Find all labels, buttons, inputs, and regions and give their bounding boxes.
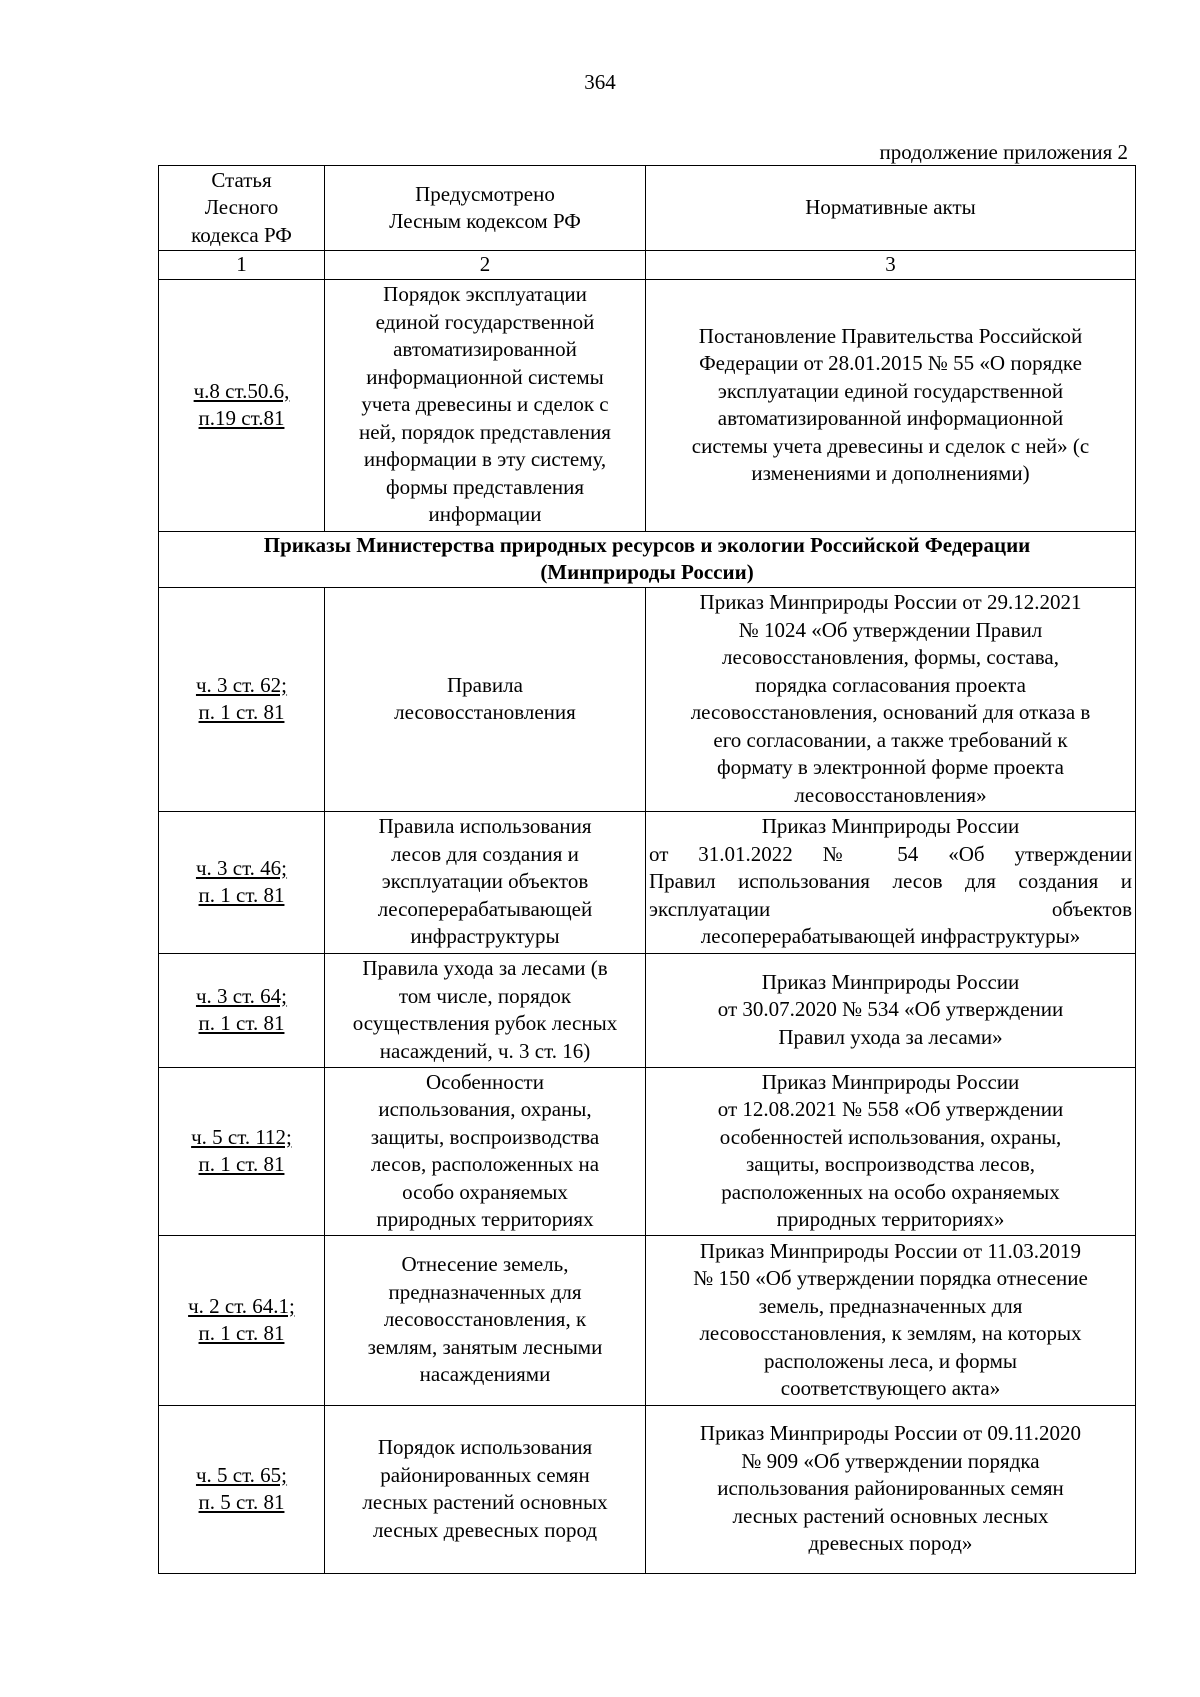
article-line: п. 1 ст. 81 (198, 1321, 285, 1345)
provision-line: информационной системы (366, 364, 604, 389)
column-number: 2 (325, 251, 646, 280)
act-line: лесовосстановления, формы, состава, (722, 645, 1059, 669)
provision-line: ней, порядок представления (359, 419, 611, 444)
act-line: № 1024 «Об утверждении Правил (738, 617, 1043, 642)
act-line: от 12.08.2021 № 558 «Об утверждении (717, 1097, 1064, 1121)
act-line: Приказ Минприроды России (761, 814, 1020, 839)
act-line: древесных пород» (808, 1531, 973, 1556)
provision-line: особо охраняемых (402, 1179, 568, 1204)
header-article (159, 166, 325, 251)
act-line: использования районированных семян (717, 1476, 1064, 1501)
act-line: расположенных на особо охраняемых (721, 1179, 1060, 1204)
act-line: Правил использования лесов для создания и (649, 869, 1132, 894)
act-line: эксплуатации единой государственной (717, 378, 1064, 403)
acts-table (158, 165, 1136, 1574)
section-header-row (159, 531, 1136, 587)
act-cell (646, 279, 1136, 531)
act-line: земель, предназначенных для (758, 1293, 1023, 1318)
provision-line: Особенности (426, 1069, 544, 1094)
provision-line: формы представления (385, 474, 585, 499)
provision-line: единой государственной (375, 309, 595, 334)
act-line: лесовосстановления, к землям, на которых (699, 1321, 1082, 1345)
provision-cell (325, 587, 646, 811)
act-line: Приказ Минприроды России от 09.11.2020 (699, 1421, 1082, 1446)
act-line: автоматизированной информационной (717, 406, 1064, 430)
header-acts (646, 166, 1136, 251)
act-line: лесовосстановления» (794, 782, 987, 807)
act-line: Постановление Правительства Российской (698, 323, 1083, 348)
provision-line: насаждениями (419, 1362, 551, 1387)
article-cell (159, 587, 325, 811)
article-line: п. 1 ст. 81 (198, 1152, 285, 1176)
act-line: Приказ Минприроды России (761, 969, 1020, 994)
column-number: 3 (646, 251, 1136, 280)
act-line: изменениями и дополнениями) (751, 461, 1030, 485)
act-line: расположены леса, и формы (763, 1348, 1018, 1373)
act-line: лесовосстановления, оснований для отказа в (690, 700, 1091, 724)
section-title-line: Приказы Министерства природных ресурсов и экологии Российской Федерации (263, 532, 1031, 557)
provision-cell (325, 811, 646, 953)
provision-line: лесоперерабатывающей (377, 896, 593, 921)
provision-line: лесных древесных пород (372, 1517, 598, 1542)
provision-line: лесовосстановления (394, 700, 576, 724)
header-line: Статья (211, 167, 272, 192)
article-line: п. 1 ст. 81 (198, 883, 285, 907)
provision-line: лесовосстановления, к (383, 1307, 587, 1332)
continuation-note: продолжение приложения 2 (879, 140, 1128, 164)
act-cell (646, 811, 1136, 953)
article-line: ч. 3 ст. 46; (195, 855, 288, 880)
provision-line: информации (428, 502, 542, 527)
table-row (159, 587, 1136, 811)
act-cell (646, 953, 1136, 1067)
table-row (159, 1235, 1136, 1405)
provision-line: Порядок использования (377, 1435, 593, 1459)
provision-line: природных территориях (376, 1207, 594, 1231)
article-cell (159, 1235, 325, 1405)
page-number: 364 (584, 70, 616, 94)
header-line: Предусмотрено (415, 181, 555, 206)
act-line: Приказ Минприроды России (761, 1069, 1020, 1094)
provision-cell (325, 1235, 646, 1405)
article-cell (159, 1067, 325, 1235)
act-line: эксплуатации объектов (649, 896, 1132, 921)
provision-line: районированных семян (380, 1462, 590, 1487)
act-line: Приказ Минприроды России от 11.03.2019 (699, 1238, 1082, 1263)
article-line: ч.8 ст.50.6, (193, 378, 290, 403)
act-line: лесоперерабатывающей инфраструктуры» (700, 924, 1081, 949)
provision-line: информации в эту систему, (363, 447, 607, 472)
act-line: порядка согласования проекта (755, 672, 1026, 697)
article-cell (159, 811, 325, 953)
header-line: кодекса РФ (191, 222, 292, 247)
article-line: ч. 3 ст. 64; (195, 983, 288, 1008)
provision-line: Отнесение земель, (401, 1252, 569, 1277)
article-line: п. 5 ст. 81 (198, 1490, 285, 1514)
provision-line: защиты, воспроизводства (370, 1124, 600, 1149)
article-cell (159, 1405, 325, 1573)
provision-line: лесов для создания и (391, 841, 579, 866)
provision-cell (325, 953, 646, 1067)
article-line: ч. 3 ст. 62; (195, 672, 288, 697)
article-cell (159, 279, 325, 531)
article-line: ч. 5 ст. 112; (191, 1124, 292, 1149)
provision-line: Правила (447, 672, 523, 697)
header-line: Лесного (204, 195, 279, 220)
article-line: п. 1 ст. 81 (198, 700, 285, 724)
act-line: № 150 «Об утверждении порядка отнесение (693, 1266, 1088, 1290)
provision-line: землям, занятым лесными (367, 1334, 603, 1359)
act-cell (646, 1067, 1136, 1235)
header-provision (325, 166, 646, 251)
act-line: защиты, воспроизводства лесов, (745, 1152, 1036, 1176)
table-row (159, 1067, 1136, 1235)
act-line: от 30.07.2020 № 534 «Об утверждении (717, 997, 1064, 1022)
provision-line: использования, охраны, (378, 1097, 592, 1121)
act-line: Федерации от 28.01.2015 № 55 «О порядке (699, 351, 1082, 375)
table-row (159, 811, 1136, 953)
provision-line: том числе, порядок (398, 983, 572, 1008)
provision-cell (325, 1405, 646, 1573)
act-line: от 31.01.2022 № 54 «Об утверждении (649, 841, 1132, 866)
provision-line: насаждений, ч. 3 ст. 16) (379, 1038, 591, 1063)
table-row (159, 279, 1136, 531)
provision-cell (325, 279, 646, 531)
act-line: соответствующего акта» (780, 1376, 1001, 1400)
article-cell (159, 953, 325, 1067)
section-title (159, 531, 1136, 587)
provision-line: предназначенных для (388, 1279, 582, 1304)
act-cell (646, 1235, 1136, 1405)
act-line: особенностей использования, охраны, (719, 1124, 1062, 1149)
header-line: Лесным кодексом РФ (389, 209, 581, 233)
header-row (159, 166, 1136, 251)
act-cell (646, 1405, 1136, 1573)
provision-line: лесов, расположенных на (370, 1152, 600, 1176)
act-cell (646, 587, 1136, 811)
article-line: ч. 5 ст. 65; (195, 1462, 288, 1487)
provision-line: автоматизированной (393, 337, 577, 362)
section-title-line: (Минприроды России) (540, 560, 754, 584)
act-line: природных территориях» (776, 1207, 1005, 1231)
table-row (159, 1405, 1136, 1573)
provision-line: эксплуатации объектов (381, 869, 589, 894)
provision-line: Правила ухода за лесами (в (362, 956, 608, 980)
act-line: его согласовании, а также требований к (713, 727, 1068, 752)
provision-line: лесных растений основных (362, 1490, 608, 1514)
act-line: формату в электронной форме проекта (717, 755, 1064, 779)
provision-line: инфраструктуры (410, 924, 560, 949)
act-line: № 909 «Об утверждении порядка (741, 1448, 1040, 1473)
column-number: 1 (159, 251, 325, 280)
table-row (159, 953, 1136, 1067)
act-line: лесных растений основных лесных (732, 1503, 1049, 1528)
article-line: п.19 ст.81 (198, 406, 285, 430)
provision-line: Правила использования (378, 814, 592, 839)
act-line: Правил ухода за лесами» (778, 1024, 1003, 1049)
header-line: Нормативные акты (805, 195, 976, 220)
provision-cell (325, 1067, 646, 1235)
column-numbers-row (159, 251, 1136, 280)
provision-line: осуществления рубок лесных (352, 1011, 618, 1035)
provision-line: Порядок эксплуатации (383, 282, 587, 307)
article-line: ч. 2 ст. 64.1; (188, 1293, 295, 1318)
act-line: системы учета древесины и сделок с ней» (с (691, 433, 1090, 458)
act-line: Приказ Минприроды России от 29.12.2021 (699, 590, 1082, 614)
article-line: п. 1 ст. 81 (198, 1011, 285, 1035)
provision-line: учета древесины и сделок с (361, 392, 609, 417)
